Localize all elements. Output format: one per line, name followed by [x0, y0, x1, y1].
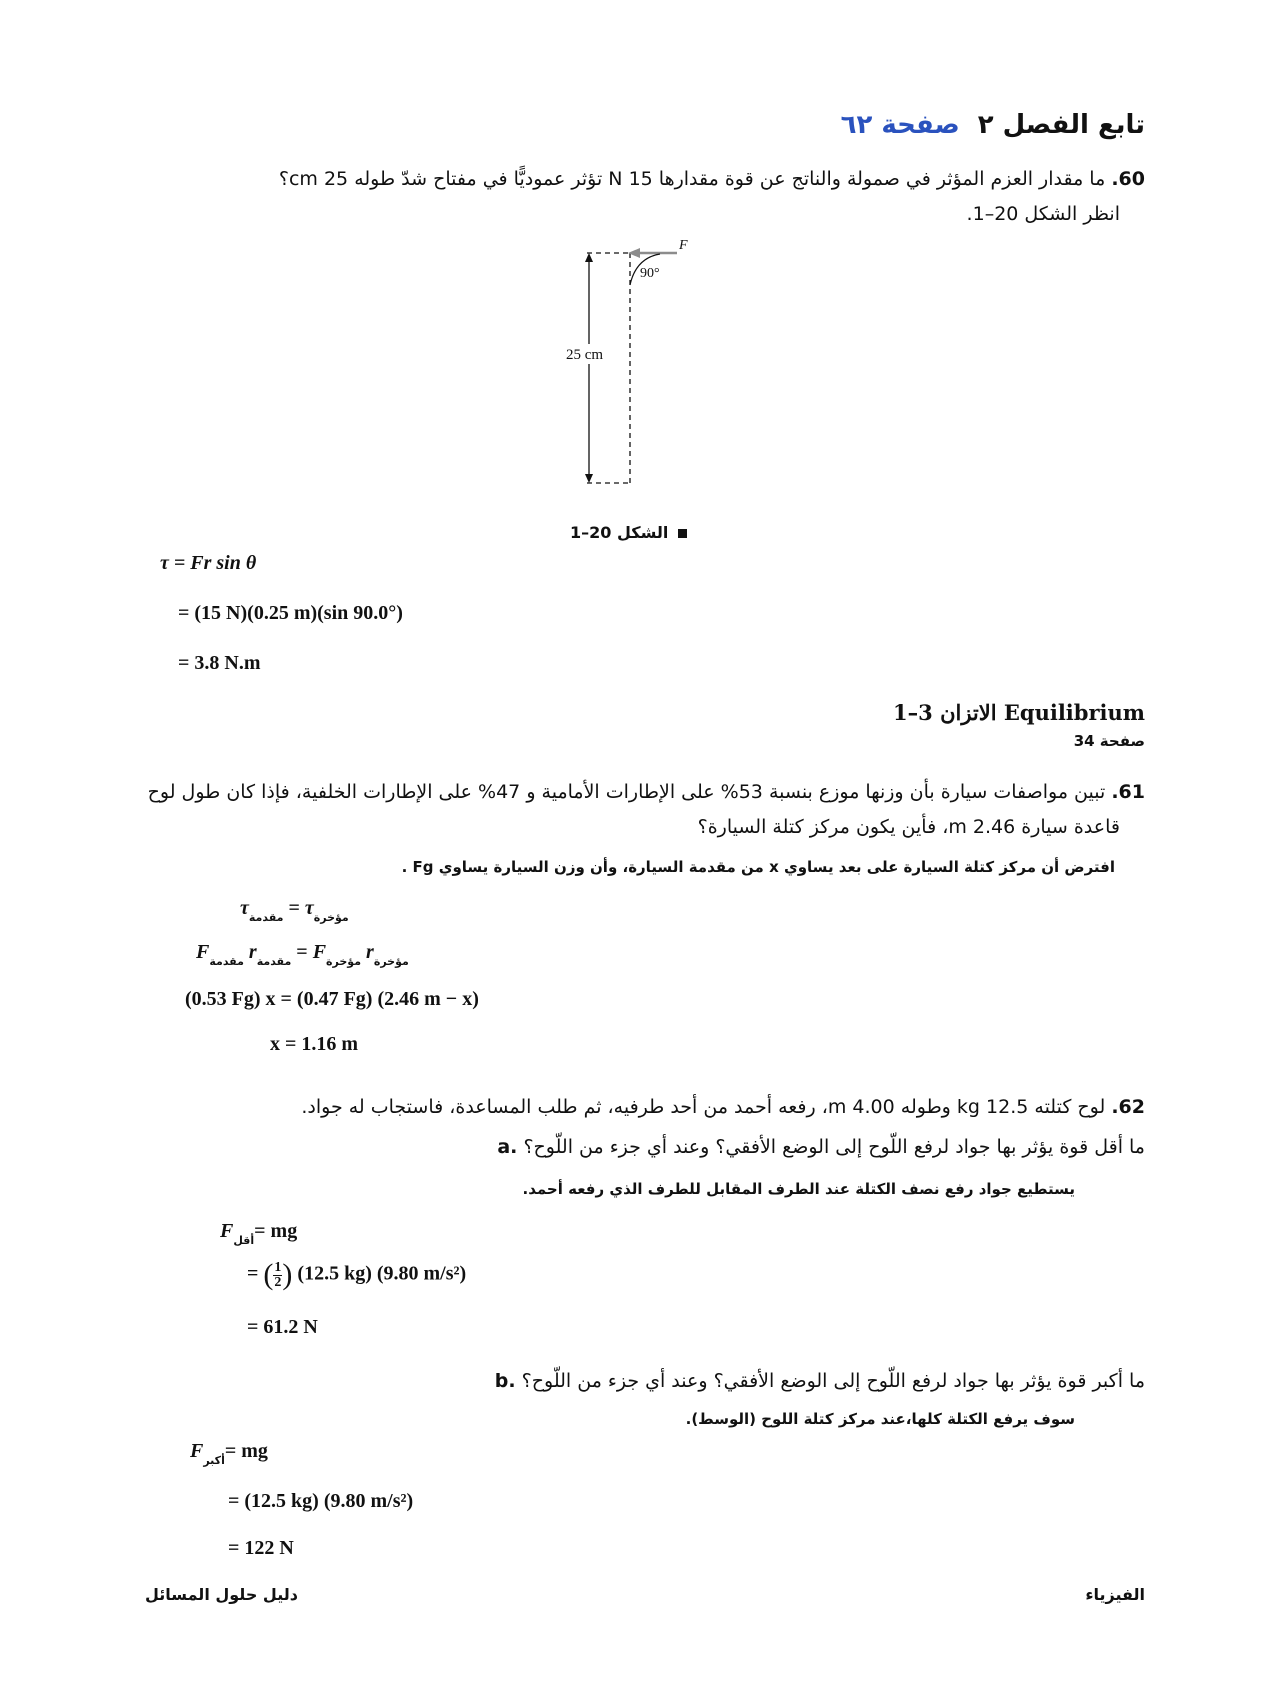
question-60-line2: انظر الشكل 20–1. — [966, 203, 1120, 225]
section-page: صفحة 34 — [1073, 732, 1145, 750]
one-half-fraction: $\frac{1}{2}$ — [274, 1259, 282, 1290]
section-title: 1–3 الاتزان Equilibrium — [893, 700, 1145, 725]
question-text: تبين مواصفات سيارة بأن وزنها موزع بنسبة 53% على الإطارات الأمامية و 47% على الإطارات الخلفية، فإذا كان طول لوح — [147, 781, 1106, 803]
question-62 — [125, 1090, 1145, 1125]
chapter-label: تابع الفصل ٢ — [977, 110, 1145, 140]
q61-solution-line4: x = 1.16 m — [270, 1033, 359, 1055]
part-label: a. — [497, 1136, 518, 1158]
question-61 — [125, 775, 1145, 810]
caption-text: الشكل 20–1 — [570, 523, 669, 542]
question-text: لوح كتلته 12.5 kg وطوله 4.00 m، رفعه أحمد من أحد طرفيه، ثم طلب المساعدة، فاستجاب له جواد. — [301, 1096, 1106, 1118]
page-label: صفحة ٦٢ — [840, 110, 960, 140]
caption-square-icon — [678, 529, 687, 538]
q61-solution-line1: $\tau_{مقدمة} = \tau_{مؤخرة}$ — [240, 897, 349, 924]
q62a-eq1: $F_{أقل}=$ mg — [220, 1220, 298, 1247]
length-label: 25 cm — [566, 347, 604, 363]
q60-solution-line2: = (15 N)(0.25 m)(sin 90.0°) — [178, 602, 403, 624]
q62b-eq2: = (12.5 kg) (9.80 m/s²) — [228, 1490, 414, 1512]
q62b-eq1: $F_{أكبر}=$ mg — [190, 1440, 268, 1467]
force-label: F — [679, 240, 688, 253]
footer-subject: الفيزياء — [1085, 1585, 1145, 1604]
question-number: 61. — [1111, 781, 1145, 803]
question-number: 62. — [1111, 1096, 1145, 1118]
footer-guide-title: دليل حلول المسائل — [145, 1585, 298, 1604]
q62-part-b — [245, 1364, 1145, 1399]
q62b-answer: سوف يرفع الكتلة كلها،عند مركز كتلة اللوح (الوسط). — [685, 1410, 1075, 1428]
question-number: 60. — [1111, 168, 1145, 190]
angle-label: 90° — [640, 266, 660, 281]
q62a-eq2: = ( $\frac{1}{2}$ ) (12.5 kg) (9.80 m/s²) — [247, 1258, 467, 1291]
q60-solution-line1: τ = Fr sin θ — [160, 552, 257, 574]
q62b-eq3: = 122 N — [228, 1537, 294, 1559]
q61-solution-line2: $F_{مقدمة}$ $r_{مقدمة} = F_{مؤخرة}$ $r_{مؤخرة}$ — [196, 941, 409, 968]
figure-caption — [570, 523, 687, 542]
q62-part-a — [245, 1130, 1145, 1165]
q61-solution-line3: (0.53 Fg) x = (0.47 Fg) (2.46 m − x) — [185, 988, 479, 1010]
question-text: ما مقدار العزم المؤثر في صمولة والناتج عن قوة مقدارها 15 N تؤثر عموديًّا في مفتاح شدّ طوله 25 cm؟ — [278, 168, 1106, 190]
q62a-answer: يستطيع جواد رفع نصف الكتلة عند الطرف المقابل للطرف الذي رفعه أحمد. — [522, 1180, 1075, 1198]
question-61-line2: قاعدة سيارة 2.46 m، فأين يكون مركز كتلة السيارة؟ — [697, 816, 1120, 838]
chapter-heading — [841, 110, 1145, 140]
q61-hint: افترض أن مركز كتلة السيارة على بعد يساوي x من مقدمة السيارة، وأن وزن السيارة يساوي Fg . — [401, 858, 1115, 876]
part-text: ما أكبر قوة يؤثر بها جواد لرفع اللّوح إلى الوضع الأفقي؟ وعند أي جزء من اللّوح؟ — [521, 1370, 1145, 1392]
dimension-arrow-bottom — [585, 474, 593, 483]
dimension-arrow-top — [585, 253, 593, 262]
q60-solution-line3: = 3.8 N.m — [178, 652, 261, 674]
question-60 — [125, 162, 1145, 197]
part-label: b. — [494, 1370, 516, 1392]
part-text: ما أقل قوة يؤثر بها جواد لرفع اللّوح إلى الوضع الأفقي؟ وعند أي جزء من اللّوح؟ — [523, 1136, 1145, 1158]
wrench-figure — [560, 240, 700, 485]
q62a-eq3: = 61.2 N — [247, 1316, 318, 1338]
